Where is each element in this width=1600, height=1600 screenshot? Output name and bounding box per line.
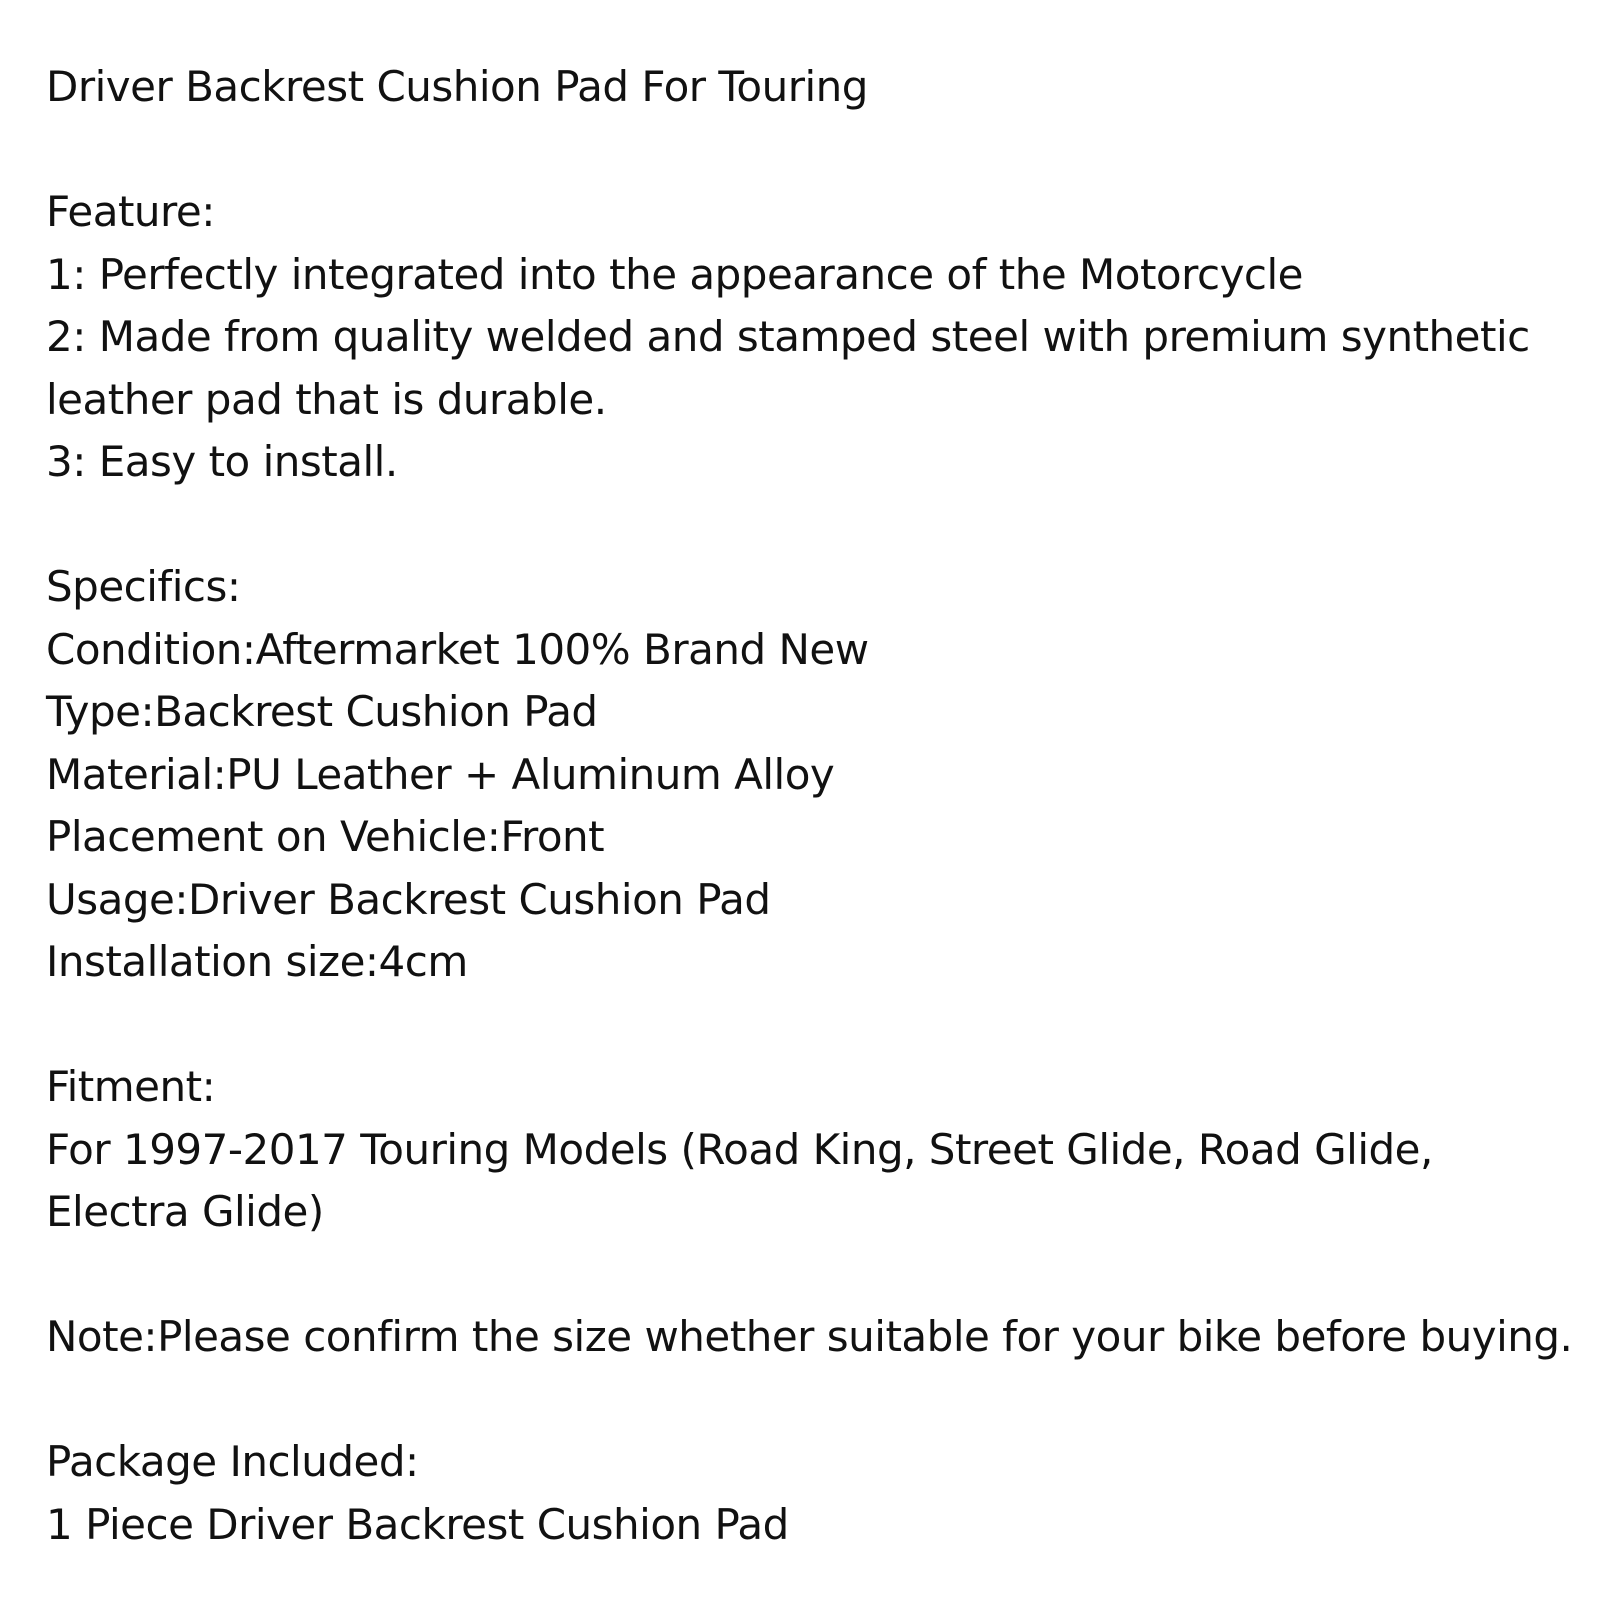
feature-item-3: 3: Easy to install. — [46, 437, 398, 486]
note-text: Note:Please confirm the size whether suitable for your bike before buying. — [46, 1312, 1573, 1361]
spacer — [46, 994, 1554, 1057]
fitment-line-2: Electra Glide) — [46, 1187, 324, 1236]
spec-placement: Placement on Vehicle:Front — [46, 812, 605, 861]
specifics-heading: Specifics: — [46, 562, 241, 611]
package-item-1: 1 Piece Driver Backrest Cushion Pad — [46, 1499, 789, 1549]
fitment-line-1: For 1997-2017 Touring Models (Road King, Street Glide, Road Glide, — [46, 1124, 1433, 1174]
feature-item-2-continued: leather pad that is durable. — [46, 374, 607, 424]
spec-type: Type:Backrest Cushion Pad — [46, 687, 598, 736]
fitment-heading: Fitment: — [46, 1062, 216, 1111]
product-title: Driver Backrest Cushion Pad For Touring — [46, 62, 868, 111]
feature-heading: Feature: — [46, 187, 215, 236]
spacer — [46, 494, 1554, 557]
spec-condition: Condition:Aftermarket 100% Brand New — [46, 624, 869, 674]
spacer — [46, 119, 1554, 182]
spec-material: Material:PU Leather + Aluminum Alloy — [46, 749, 835, 799]
feature-item-1: 1: Perfectly integrated into the appearance of the Motorcycle — [46, 249, 1304, 299]
spec-installation-size: Installation size:4cm — [46, 937, 468, 986]
spec-usage: Usage:Driver Backrest Cushion Pad — [46, 874, 771, 924]
feature-item-2: 2: Made from quality welded and stamped steel with premium synthetic — [46, 312, 1530, 361]
package-heading: Package Included: — [46, 1437, 419, 1486]
spacer — [46, 1369, 1554, 1432]
spacer — [46, 1244, 1554, 1307]
